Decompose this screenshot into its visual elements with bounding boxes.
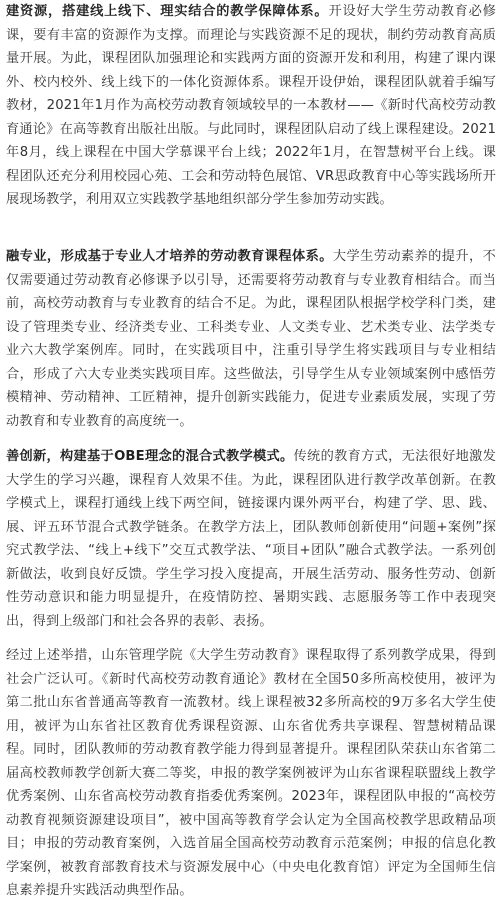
paragraph-text: 大学生劳动素养的提升，不仅需要通过劳动教育必修课予以引导，还需要将劳动教育与专业教育相结合。而当前，高校劳动教育与专业教育的结合不足。为此，课程团队根据学校学科门类，建设了管理类专业、经济类专业、工科类专业、人文类专业、艺术类专业、法学类专业六大教学案例库。同时，在实践项目中，注重引导学生将实践项目与专业相结合，形成了六大专业类实践项目库。这些做法，引导学生从专业领域案例中感悟劳模精神、劳动精神、工匠精神，提升创新实践能力，促进专业素质发展，实现了劳动教育和专业教育的高度统一。 xyxy=(6,249,496,429)
paragraph-specialty xyxy=(6,245,496,433)
paragraph-innovation xyxy=(6,445,496,633)
paragraph-lead: 融专业，形成基于专业人才培养的劳动教育课程体系。 xyxy=(6,249,333,264)
paragraph-lead: 善创新，构建基于OBE理念的混合式教学模式。 xyxy=(6,449,294,464)
paragraph-results xyxy=(6,644,496,903)
paragraph-text: 开设好大学生劳动教育必修课，要有丰富的资源作为支撑。而理论与实践资源不足的现状，制约劳动教育高质量开展。为此，课程团队加强理论和实践两方面的资源开发和利用，构建了课内课外、校内校外、线上线下的一体化资源体系。课程开设伊始，课程团队就着手编写教材，2021年1月作为高校劳动教育领域较早的一本教材——《新时代高校劳动教育通论》在高等教育出版社出版。与此同时，课程团队启动了线上课程建设。2021年8月，线上课程在中国大学慕课平台上线；2022年1月，在智慧树平台上线。课程团队还充分利用校园心苑、工会和劳动特色展馆、VR思政教育中心等实践场所开展现场教学，利用双立实践教学基地组织部分学生参加劳动实践。 xyxy=(6,4,496,207)
paragraph-resources xyxy=(6,0,496,212)
paragraph-text: 传统的教育方式，无法很好地激发大学生的学习兴趣，课程育人效果不佳。为此，课程团队进行教学改革创新。在教学模式上，课程打通线上线下两空间，链接课内课外两平台，构建了学、思、践、展、评五环节混合式教学链条。在教学方法上，团队教师创新使用“问题+案例”探究式教学法、“线上+线下”交互式教学法、“项目+团队”融合式教学法。一系列创新做法，收到良好反馈。学生学习投入度提高，开展生活劳动、服务性劳动、创新性劳动意识和能力明显提升，在疫情防控、暑期实践、志愿服务等工作中表现突出，得到上级部门和社会各界的表彰、表扬。 xyxy=(6,449,496,629)
paragraph-lead: 建资源，搭建线上线下、理实结合的教学保障体系。 xyxy=(6,4,329,19)
paragraph-text: 经过上述举措，山东管理学院《大学生劳动教育》课程取得了系列教学成果，得到社会广泛认可。《新时代高校劳动教育通论》教材在全国50多所高校使用，被评为第二批山东省普通高等教育一流教材。线上课程被32多所高校的9万多名大学生使用，被评为山东省社区教育优秀课程资源、山东省优秀共享课程、智慧树精品课程。同时，团队教师的劳动教育教学能力得到显著提升。课程团队荣获山东省第二届高校教师教学创新大赛二等奖，申报的教学案例被评为山东省课程联盟线上教学优秀案例、山东省高校劳动教育指委优秀案例。2023年，课程团队申报的“高校劳动教育视频资源建设项目”，被中国高等教育学会认定为全国高校教学思政精品项目；申报的劳动教育案例，入选首届全国高校劳动教育示范案例；申报的信息化教学案例，被教育部教育技术与资源发展中心（中央电化教育馆）评定为全国师生信息素养提升实践活动典型作品。 xyxy=(6,648,496,898)
